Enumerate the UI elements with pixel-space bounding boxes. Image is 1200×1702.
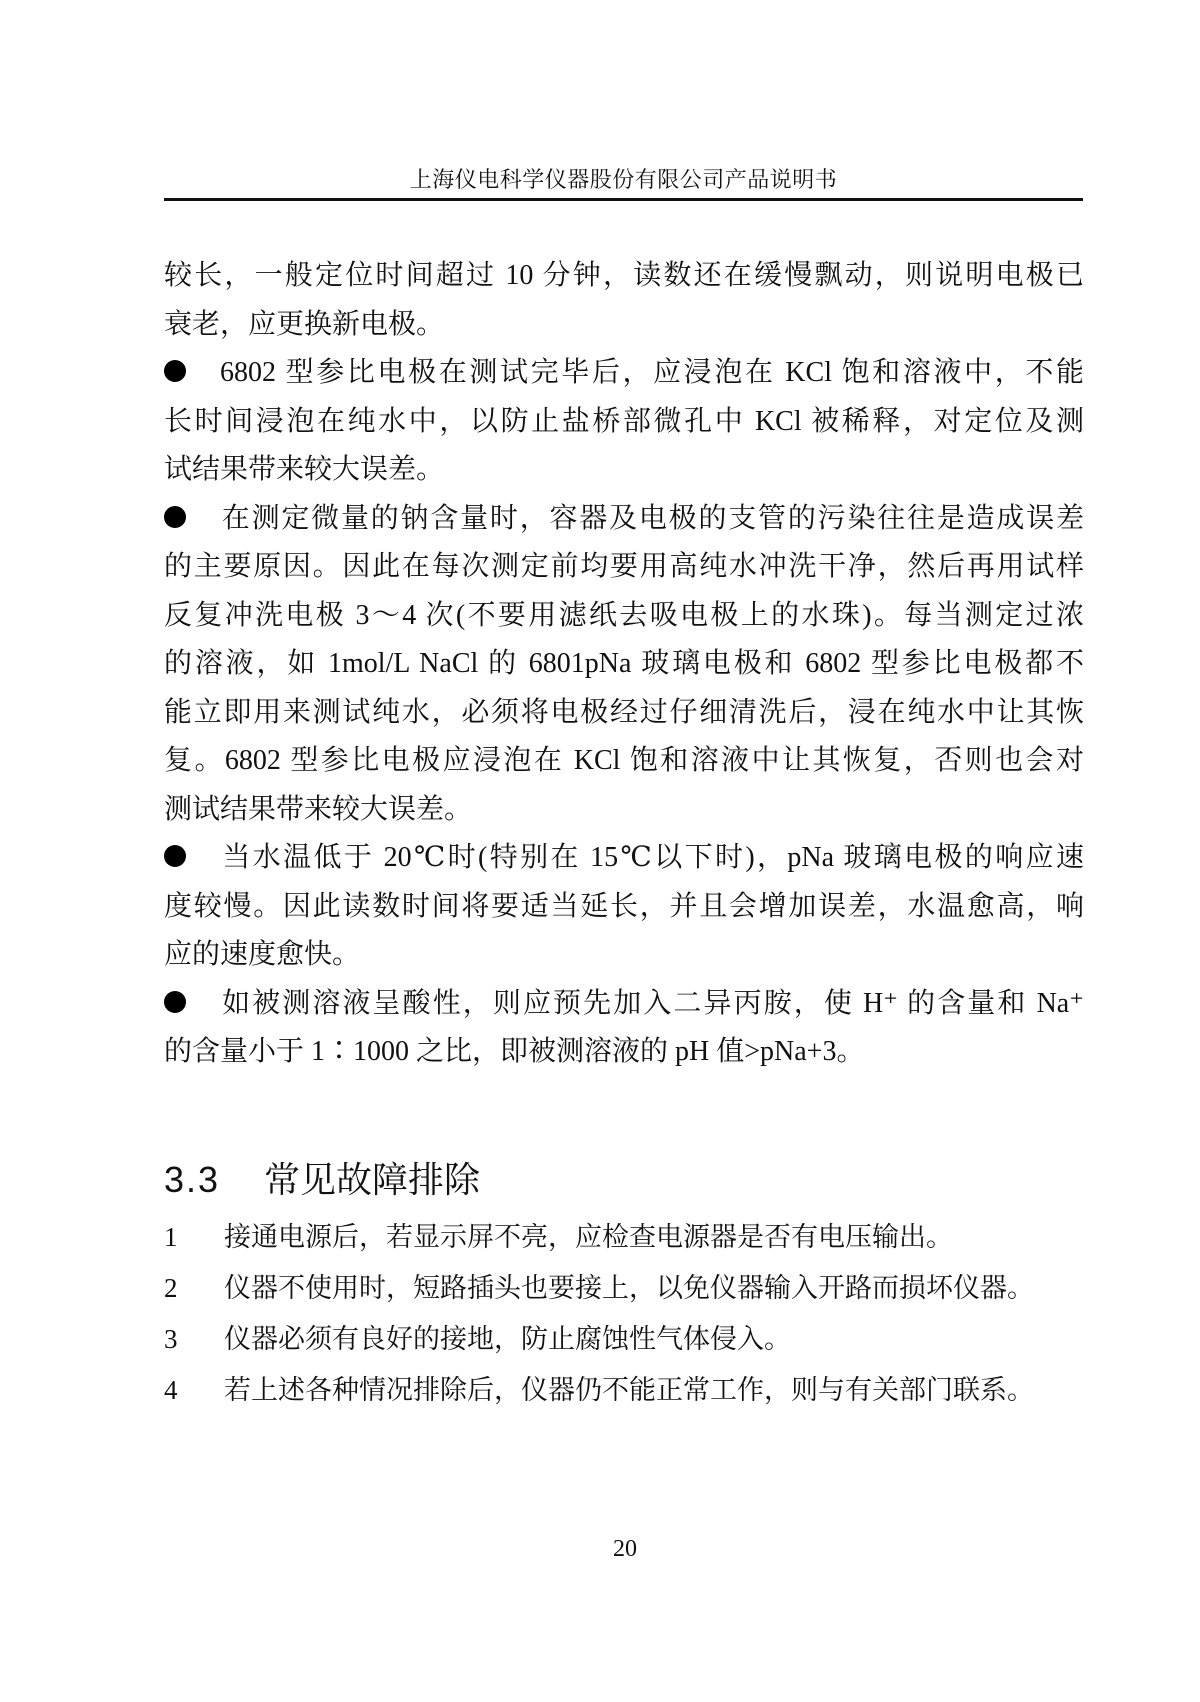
list-item-index: 3 bbox=[164, 1324, 178, 1354]
text-line: 长时间浸泡在纯水中，以防止盐桥部微孔中 KCl 被稀释，对定位及测 bbox=[164, 405, 1084, 437]
list-item bbox=[164, 1263, 1094, 1314]
text-line: 的主要原因。因此在每次测定前均要用高纯水冲洗干净，然后再用试样 bbox=[164, 551, 1084, 582]
list-item-text: 仪器必须有良好的接地，防止腐蚀性气体侵入。 bbox=[224, 1324, 791, 1354]
bullet-icon bbox=[164, 506, 186, 528]
text-line: 试结果带来较大误差。 bbox=[164, 454, 445, 485]
list-item-text: 接通电源后，若显示屏不亮，应检查电源器是否有电压输出。 bbox=[224, 1222, 953, 1252]
section-title: 常见故障排除 bbox=[264, 1159, 481, 1200]
list-item-text: 仪器不使用时，短路插头也要接上，以免仪器输入开路而损坏仪器。 bbox=[224, 1273, 1034, 1303]
list-item-index: 1 bbox=[164, 1222, 178, 1252]
bullet-icon bbox=[164, 360, 186, 382]
list-item bbox=[164, 1314, 1094, 1365]
text-line: 如被测溶液呈酸性，则应预先加入二异丙胺，使 H⁺ 的含量和 Na⁺ bbox=[220, 987, 1084, 1019]
document-header-title: 上海仪电科学仪器股份有限公司产品说明书 bbox=[409, 167, 838, 192]
page-number: 20 bbox=[613, 1536, 637, 1562]
body-text bbox=[164, 252, 1084, 1077]
text-line: 的溶液，如 1mol/L NaCl 的 6801pNa 玻璃电极和 6802 型参比电极都不 bbox=[164, 648, 1084, 679]
text-line: 复。6802 型参比电极应浸泡在 KCl 饱和溶液中让其恢复，否则也会对 bbox=[164, 745, 1084, 776]
paragraph bbox=[164, 252, 1084, 349]
text-line: 的含量小于 1∶1000 之比，即被测溶液的 pH 值>pNa+3。 bbox=[164, 1036, 865, 1067]
bullet-icon bbox=[164, 845, 186, 867]
list-item-index: 2 bbox=[164, 1273, 178, 1303]
section-heading bbox=[164, 1152, 480, 1203]
text-line: 6802 型参比电极在测试完毕后，应浸泡在 KCl 饱和溶液中，不能 bbox=[220, 357, 1084, 388]
text-line: 反复冲洗电极 3～4 次(不要用滤纸去吸电极上的水珠)。每当测定过浓 bbox=[164, 599, 1084, 631]
troubleshooting-list bbox=[164, 1212, 1094, 1416]
bullet-paragraph bbox=[164, 495, 1084, 835]
section-number: 3.3 bbox=[164, 1159, 221, 1200]
bullet-icon bbox=[164, 991, 186, 1013]
text-line: 应的速度愈快。 bbox=[164, 939, 361, 970]
bullet-paragraph bbox=[164, 349, 1084, 495]
bullet-paragraph bbox=[164, 980, 1084, 1077]
list-item-text: 若上述各种情况排除后，仪器仍不能正常工作，则与有关部门联系。 bbox=[224, 1375, 1034, 1405]
header-rule bbox=[164, 198, 1083, 201]
text-line: 较长，一般定位时间超过 10 分钟，读数还在缓慢飘动，则说明电极已 bbox=[164, 260, 1084, 291]
text-line: 测试结果带来较大误差。 bbox=[164, 793, 473, 825]
text-line: 度较慢。因此读数时间将要适当延长，并且会增加误差，水温愈高，响 bbox=[164, 890, 1084, 922]
text-line: 能立即用来测试纯水，必须将电极经过仔细清洗后，浸在纯水中让其恢 bbox=[164, 696, 1084, 728]
text-line: 在测定微量的钠含量时，容器及电极的支管的污染往往是造成误差 bbox=[220, 502, 1084, 534]
bullet-paragraph bbox=[164, 834, 1084, 980]
text-line: 当水温低于 20℃时(特别在 15℃以下时)，pNa 玻璃电极的响应速 bbox=[220, 842, 1084, 873]
list-item bbox=[164, 1212, 1094, 1263]
list-item-index: 4 bbox=[164, 1375, 178, 1405]
text-line: 衰老，应更换新电极。 bbox=[164, 308, 445, 340]
list-item bbox=[164, 1365, 1094, 1416]
